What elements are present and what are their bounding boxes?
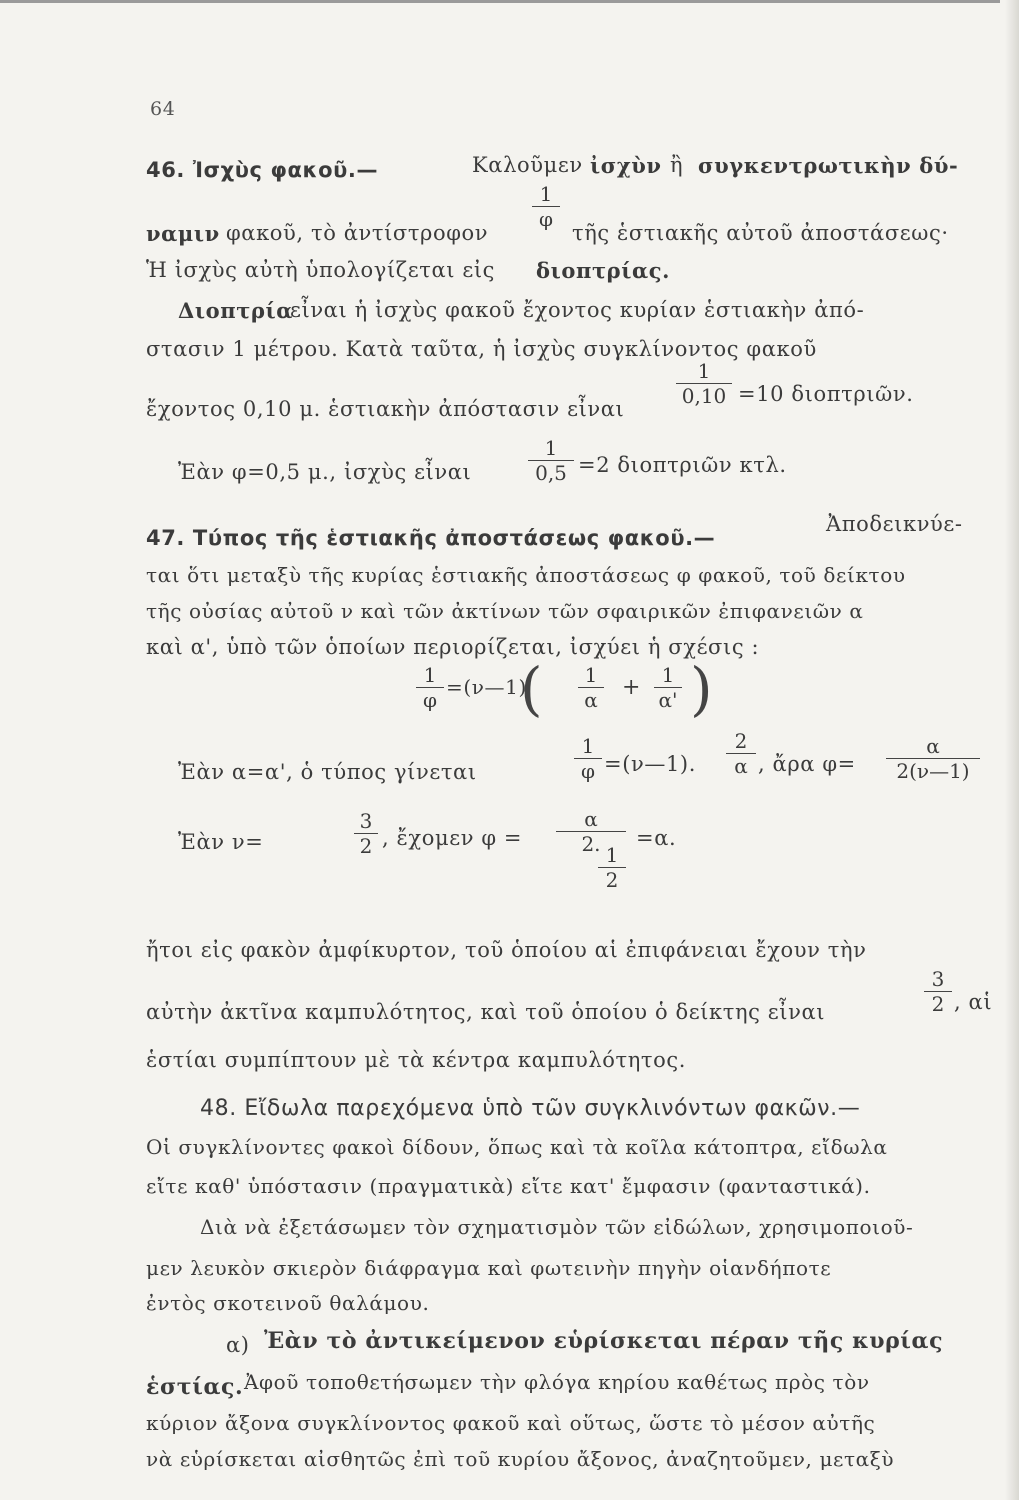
numerator: 1 [544, 436, 558, 460]
page-edge-shadow [1005, 0, 1019, 1500]
numerator: α [926, 734, 940, 758]
fraction-1-over-a-prime [654, 664, 682, 711]
text-line: Διὰ νὰ ἐξετάσωμεν τὸν σχηματισμὸν τῶν εἰδώλων, χρησιμοποιοῦ- [200, 1215, 914, 1239]
denominator: 0,5 [535, 461, 567, 485]
bold-term: Διοπτρία [178, 298, 294, 323]
bold-term: ναμιν [146, 221, 220, 246]
text-line: καὶ α', ὑπὸ τῶν ὁποίων περιορίζεται, ἰσχύει ἡ σχέσις : [146, 635, 760, 659]
text-line: Ἡ ἰσχὺς αὐτὴ ὑπολογίζεται εἰς [146, 258, 496, 282]
fraction-1-over-a [578, 664, 604, 711]
fraction-1-over-05 [528, 437, 574, 484]
numerator: 1 [605, 843, 619, 867]
denominator: 2 [931, 992, 945, 1016]
text-line: εἴτε καθ' ὑπόστασιν (πραγματικὰ) εἴτε κατ' ἔμφασιν (φανταστικά). [146, 1174, 871, 1198]
section-47-heading: 47. Τύπος τῆς ἑστιακῆς ἀποστάσεως φακοῦ.— [146, 526, 716, 550]
text-line: , ἔχομεν φ = [382, 826, 523, 850]
fraction-1-over-phi [574, 735, 602, 782]
bold-term: διοπτρίας. [536, 258, 671, 283]
text-line: τῆς οὐσίας αὐτοῦ ν καὶ τῶν ἀκτίνων τῶν σφαιρικῶν ἐπιφανειῶν α [146, 599, 864, 623]
text-line: νὰ εὑρίσκεται αἰσθητῶς ἐπὶ τοῦ κυρίου ἄξονος, ἀναζητοῦμεν, μεταξὺ [146, 1447, 895, 1471]
denominator: 2(ν—1) [896, 759, 970, 783]
numerator: α [584, 807, 598, 831]
fraction-a-over-2nu [886, 735, 980, 782]
denominator: α' [658, 688, 678, 712]
text-line: στασιν 1 μέτρου. Κατὰ ταῦτα, ἡ ἰσχὺς συγκλίνοντος φακοῦ [146, 337, 817, 361]
text-line: αὐτὴν ἀκτῖνα καμπυλότητος, καὶ τοῦ ὁποίου ὁ δείκτης εἶναι [146, 1000, 826, 1024]
bold-term: ἑστίας. [146, 1374, 244, 1400]
numerator: 1 [539, 182, 553, 206]
text-line: τῆς ἑστιακῆς αὐτοῦ ἀποστάσεως· [572, 221, 949, 245]
text-line: Ἐὰν φ=0,5 μ., ἰσχὺς εἶναι [178, 460, 472, 484]
text-line: =2 διοπτριῶν κτλ. [578, 453, 787, 477]
fraction-1-over-010 [676, 360, 732, 407]
section-48-heading: 48. Εἴδωλα παρεχόμενα ὑπὸ τῶν συγκλινόντων φακῶν.— [200, 1096, 861, 1121]
text-line: ται ὅτι μεταξὺ τῆς κυρίας ἑστιακῆς ἀποστάσεως φ φακοῦ, τοῦ δείκτου [146, 563, 906, 587]
text-line: =10 διοπτριῶν. [738, 382, 914, 406]
text-line: ἑστίαι συμπίπτουν μὲ τὰ κέντρα καμπυλότητος. [146, 1048, 687, 1072]
numerator: 1 [697, 359, 711, 383]
denominator: 2 [359, 834, 373, 858]
fraction-3-over-2 [924, 968, 952, 1015]
bold-term: ἰσχὺν [590, 153, 662, 178]
text-line: φακοῦ, τὸ ἀντίστροφον [226, 221, 489, 245]
numerator: 1 [581, 734, 595, 758]
right-paren: ) [690, 655, 713, 723]
text-line: εἶναι ἡ ἰσχὺς φακοῦ ἔχοντος κυρίαν ἑστιακὴν ἀπό- [290, 298, 865, 322]
denominator: φ [580, 759, 595, 783]
text-line: ἤτοι εἰς φακὸν ἀμφίκυρτον, τοῦ ὁποίου αἱ ἐπιφάνειαι ἔχουν τὴν [146, 938, 867, 962]
numerator: 2 [734, 729, 748, 753]
fraction-1-over-2 [598, 844, 626, 891]
text-line: ἢ [670, 153, 684, 177]
denominator: α [734, 754, 748, 778]
fraction-1-over-phi [416, 664, 444, 711]
numerator: 1 [584, 663, 598, 687]
fraction-3-over-2 [354, 810, 378, 857]
denominator: 2. [581, 832, 601, 856]
numerator: 3 [359, 809, 373, 833]
equation-text: =(ν—1). [604, 752, 696, 776]
text-line: , αἱ [954, 990, 993, 1014]
numerator: 3 [931, 967, 945, 991]
text-line: ἐντὸς σκοτεινοῦ θαλάμου. [146, 1291, 430, 1315]
text-line: Καλοῦμεν [472, 153, 583, 177]
text-line: Ἀφοῦ τοποθετήσωμεν τὴν φλόγα κηρίου καθέτως πρὸς τὸν [244, 1370, 870, 1394]
text-line: Οἱ συγκλίνοντες φακοὶ δίδουν, ὅπως καὶ τὰ κοῖλα κάτοπτρα, εἴδωλα [146, 1135, 888, 1159]
plus-sign: + [622, 675, 642, 700]
text-line: κύριον ἄξονα συγκλίνοντος φακοῦ καὶ οὕτως, ὥστε τὸ μέσον αὐτῆς [146, 1411, 876, 1435]
denominator: 2 [605, 868, 619, 892]
bold-term: Ἐὰν τὸ ἀντικείμενον εὑρίσκεται πέραν τῆς κυρίας [264, 1328, 944, 1354]
denominator: 0,10 [681, 384, 727, 408]
denominator: φ [538, 207, 553, 231]
page-number: 64 [150, 98, 176, 120]
text-line: α) [226, 1333, 250, 1357]
equation-text: =α. [636, 826, 677, 850]
section-46-heading: 46. Ἰσχὺς φακοῦ.— [146, 158, 379, 182]
equation-text: =(ν—1) [446, 675, 527, 699]
text-line: Ἐὰν ν= [178, 830, 264, 854]
text-line: ἔχοντος 0,10 μ. ἑστιακὴν ἀπόστασιν εἶναι [146, 397, 625, 421]
fraction-1-over-phi [532, 183, 560, 230]
left-paren: ( [520, 655, 543, 723]
numerator: 1 [661, 663, 675, 687]
bold-term: συγκεντρωτικὴν δύ- [698, 153, 959, 178]
top-border-line [0, 0, 1000, 3]
denominator: φ [422, 688, 437, 712]
text-line: Ἐὰν α=α', ὁ τύπος γίνεται [178, 760, 477, 784]
denominator: α [584, 688, 598, 712]
fraction-2-over-a [726, 730, 756, 777]
equation-text: , ἄρα φ= [758, 752, 856, 776]
numerator: 1 [423, 663, 437, 687]
text-line: μεν λευκὸν σκιερὸν διάφραγμα καὶ φωτεινὴν πηγὴν οἱανδήποτε [146, 1256, 832, 1280]
text-line: Ἀποδεικνύε- [826, 512, 963, 536]
